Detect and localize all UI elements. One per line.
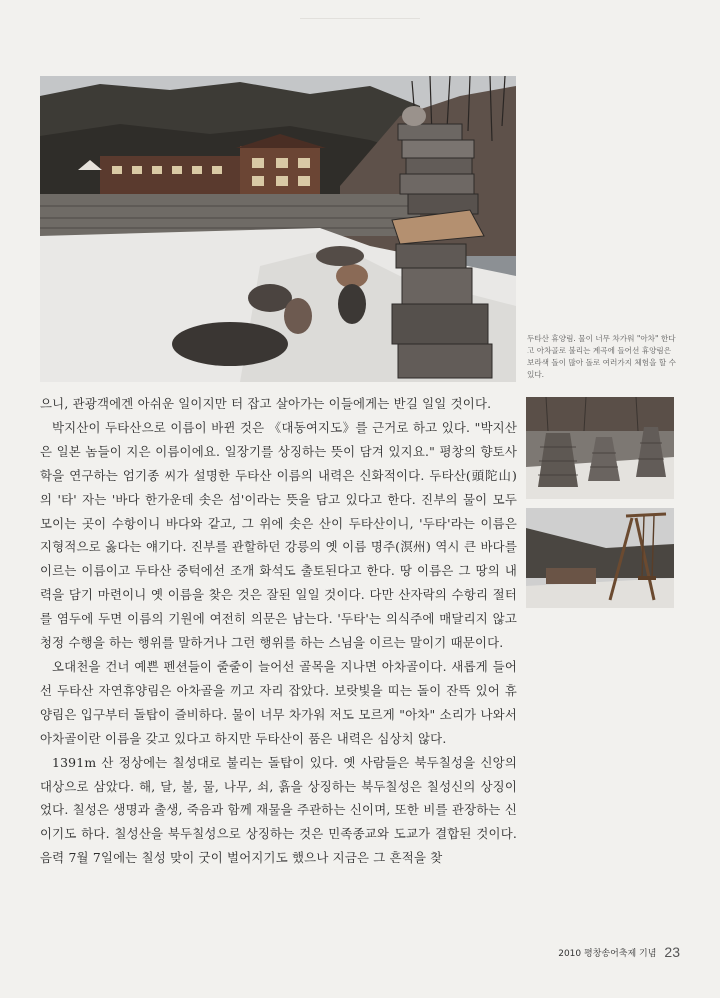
paragraph: 으니, 관광객에겐 아쉬운 일이지만 터 잡고 살아가는 이들에게는 반길 일일 것이다. bbox=[40, 396, 492, 411]
main-photo-illustration bbox=[40, 76, 516, 382]
top-rule bbox=[300, 18, 420, 19]
stone-towers-illustration bbox=[526, 397, 674, 499]
article-body bbox=[40, 392, 517, 870]
side-photo-stone-towers bbox=[526, 397, 674, 499]
paragraph: 박지산이 두타산으로 이름이 바뀐 것은 《대동여지도》를 근거로 하고 있다. "박지산은 일본 놈들이 지은 이름이에요. 일장기를 상징하는 뜻이 담겨 있지요." 평창의 향토사학을 연구하는 엄기종 씨가 설명한 두타산 이름의 내력은 신화적이다. 두타산(頭陀山)의 '타' 자는 '바다 한가운데 솟은 섬'이라는 뜻을 담고 있다고 한다. 진부의 물이 모두 모이는 곳이 수항이니 바다와 같고, 그 위에 솟은 산이 두타산이니, '두타'라는 이름은 지형적으로 옳다는 얘기다. 진부를 관할하던 강릉의 옛 이름 명주(溟州) 역시 큰 바다를 이르는 이름이고 두타산 중턱에선 조개 화석도 출토된다고 한다. 땅 이름은 그 땅의 내력을 담기 마련이니 옛 이름을 찾은 것은 잘된 일일 것이다. 다만 산자락의 수항리 절터를 염두에 두면 이름의 기원에 여전히 의문은 남는다. '두타'는 의식주에 매달리지 않고 청정 수행을 하는 행위를 말하거나 그런 행위를 하는 스님을 이르는 말이기 때문이다. bbox=[40, 419, 517, 651]
main-photo-stone-tower bbox=[40, 76, 516, 382]
page-footer bbox=[558, 944, 680, 960]
page-number: 23 bbox=[664, 944, 680, 960]
paragraph: 1391m 산 정상에는 칠성대로 불리는 돌탑이 있다. 옛 사람들은 북두칠성을 신앙의 대상으로 삼았다. 해, 달, 불, 물, 나무, 쇠, 흙을 상징하는 북두칠성은 칠성신의 상징이었다. 칠성은 생명과 출생, 죽음과 함께 재물을 주관하는 신이며, 또한 비를 관장하는 신이기도 하다. 칠성산을 북두칠성으로 상징하는 것은 민족종교와 도교가 결합된 것이다. 음력 7월 7일에는 칠성 맞이 굿이 벌어지기도 했으나 지금은 그 흔적을 찾 bbox=[40, 754, 517, 866]
side-photo-wooden-swing bbox=[526, 508, 674, 608]
wooden-swing-illustration bbox=[526, 508, 674, 608]
paragraph: 오대천을 건너 예쁜 펜션들이 줄줄이 늘어선 골목을 지나면 아차골이다. 새롭게 들어선 두타산 자연휴양림은 아차골을 끼고 자리 잡았다. 보랏빛을 띠는 돌이 잔뜩 있어 휴양림은 입구부터 돌탑이 즐비하다. 물이 너무 차가워 저도 모르게 "아차" 소리가 나와서 아차골이란 이름을 갖고 있다고 하지만 두타산이 품은 내력은 심상치 않다. bbox=[40, 658, 517, 746]
photo-caption: 두타산 휴양림. 물이 너무 차가워 "아차" 한다고 아차골로 불리는 계곡에 들어선 휴양림은 보라색 돌이 많아 돌로 여러가지 체험을 할 수 있다. bbox=[527, 334, 676, 379]
footer-label: 2010 평창송어축제 기념 bbox=[558, 948, 657, 959]
